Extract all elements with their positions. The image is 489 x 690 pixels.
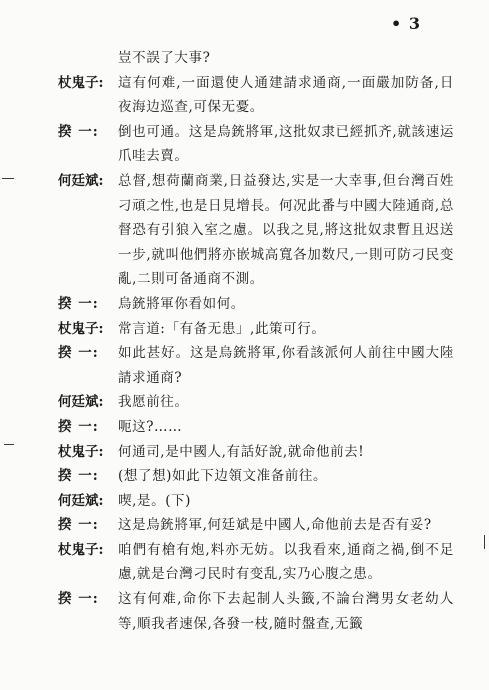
dialogue-text: 豈不誤了大事?: [118, 50, 211, 66]
dialogue-text: 我愿前往。: [118, 394, 189, 411]
dialogue-line: [58, 292, 454, 317]
dialogue-text: 总督,想荷蘭商業,日益發达,实是一大幸事,但台灣百姓刁頑之性,也是日見增長。何况此番与中國大陸通商,总督恐有引狼入室之慮。以我之見,將这批奴隶暫且迟送一步,就叫他們將亦嵌城高寬各加数尺,一則可防刁民变亂,二則可备通商不測。: [118, 172, 454, 288]
dialogue-line: [58, 71, 454, 120]
speaker-name: 揆 一:: [58, 123, 99, 140]
dialogue-line: [58, 46, 454, 71]
dialogue-text: 倒也可通。这是烏銃將軍,这批奴隶已經抓齐,就該速运爪哇去賣。: [118, 123, 454, 165]
script-body: [58, 46, 454, 636]
dialogue-line: [58, 538, 454, 587]
dialogue-text: 烏銃將軍你看如何。: [118, 295, 245, 312]
dialogue-text: 這有何难,一面還使人通建請求通商,一面嚴加防备,日夜海边巡查,可保无憂。: [118, 74, 454, 116]
dialogue-text: (想了想)如此下边領文准备前往。: [118, 468, 328, 485]
dialogue-line: [58, 587, 454, 636]
dialogue-text: 喫,是。(下): [118, 492, 192, 509]
speaker-name: 何廷斌:: [58, 172, 104, 189]
speaker-name: 何廷斌:: [58, 492, 104, 509]
scan-mark-right: [484, 535, 485, 549]
dialogue-line: [58, 390, 454, 415]
dialogue-text: 呃这?……: [118, 418, 183, 435]
dialogue-line: [58, 120, 454, 169]
speaker-name: 揆 一:: [58, 517, 99, 534]
dialogue-line: [58, 464, 454, 489]
scan-mark-left-upper: [2, 178, 14, 179]
speaker-name: 揆 一:: [58, 295, 99, 312]
dialogue-text: 何通司,是中國人,有話好說,就命他前去!: [118, 443, 365, 460]
dialogue-text: 常言道:「有备无患」,此策可行。: [118, 320, 326, 337]
dialogue-line: [58, 415, 454, 440]
page-number-dot: •: [391, 14, 403, 33]
page-number-value: 3: [408, 14, 421, 33]
speaker-name: 揆 一:: [58, 468, 99, 485]
scan-mark-left-lower: [4, 444, 14, 445]
speaker-name: 杖鬼子:: [58, 443, 104, 460]
dialogue-line: [58, 169, 454, 292]
speaker-name: 揆 一:: [58, 345, 99, 362]
dialogue-text: 这是烏銃將軍,何廷斌是中國人,命他前去是否有妥?: [118, 517, 432, 534]
dialogue-line: [58, 317, 454, 342]
dialogue-line: [58, 513, 454, 538]
speaker-name: 杖鬼子:: [58, 74, 104, 91]
dialogue-line: [58, 341, 454, 390]
speaker-name: 揆 一:: [58, 418, 99, 435]
dialogue-line: [58, 489, 454, 514]
dialogue-text: 这有何难,命你下去起制人头籤,不論台灣男女老幼人等,順我者速保,各發一枝,隨时盤查,无籤: [118, 591, 454, 632]
dialogue-line: [58, 440, 454, 465]
speaker-name: 杖鬼子:: [58, 320, 104, 337]
speaker-name: 杖鬼子:: [58, 541, 104, 558]
dialogue-text: 咱們有槍有炮,料亦无妨。以我看來,通商之禍,倒不足慮,就是台灣刁民时有变乱,实乃心腹之患。: [118, 541, 454, 583]
page-number: [391, 14, 421, 33]
dialogue-text: 如此甚好。这是烏銃將軍,你看該派何人前往中國大陸請求通商?: [118, 345, 454, 386]
speaker-name: 揆 一:: [58, 591, 99, 608]
speaker-name: 何廷斌:: [58, 394, 104, 411]
